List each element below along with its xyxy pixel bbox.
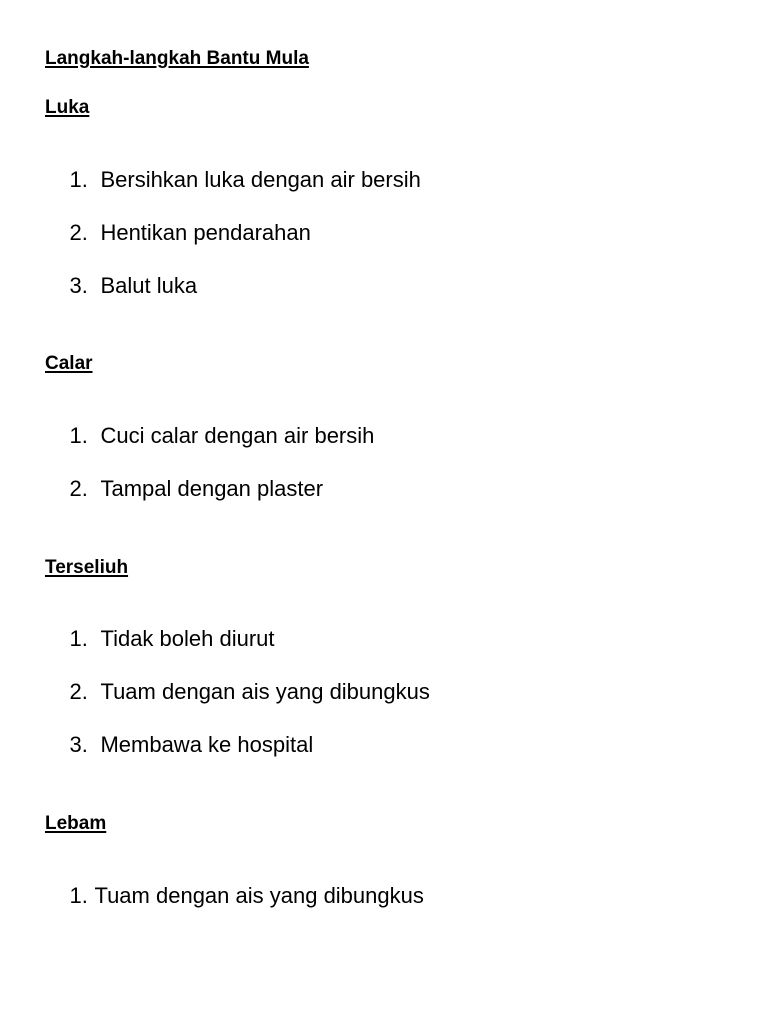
list-item-number: 1. xyxy=(69,626,88,651)
list-item-number: 1. xyxy=(69,883,88,908)
list-item xyxy=(45,863,424,929)
list-item-number: 1. xyxy=(69,167,88,192)
list-item-text: Bersihkan luka dengan air bersih xyxy=(100,167,421,192)
list-item-text: Tidak boleh diurut xyxy=(100,626,275,651)
list-item xyxy=(45,456,323,522)
list-item-number: 3. xyxy=(69,273,88,298)
list-item-text: Balut luka xyxy=(100,273,198,298)
list-item-number: 2. xyxy=(69,476,88,501)
section-heading-luka: Luka xyxy=(45,97,90,118)
list-item xyxy=(45,253,197,319)
list-item-number: 2. xyxy=(69,220,88,245)
list-item-text: Tuam dengan ais yang dibungkus xyxy=(100,679,430,704)
list-item-text: Membawa ke hospital xyxy=(100,732,314,757)
list-item-text: Hentikan pendarahan xyxy=(100,220,311,245)
list-item-number: 2. xyxy=(69,679,88,704)
document-title: Langkah-langkah Bantu Mula xyxy=(45,48,309,69)
section-heading-terseliuh: Terseliuh xyxy=(45,557,129,578)
section-heading-calar: Calar xyxy=(45,353,93,374)
section-heading-lebam: Lebam xyxy=(45,813,107,834)
list-item xyxy=(45,712,313,778)
list-item-text: Tuam dengan ais yang dibungkus xyxy=(94,883,424,908)
list-item-number: 3. xyxy=(69,732,88,757)
list-item-number: 1. xyxy=(69,423,88,448)
list-item-text: Cuci calar dengan air bersih xyxy=(100,423,375,448)
list-item-text: Tampal dengan plaster xyxy=(100,476,324,501)
